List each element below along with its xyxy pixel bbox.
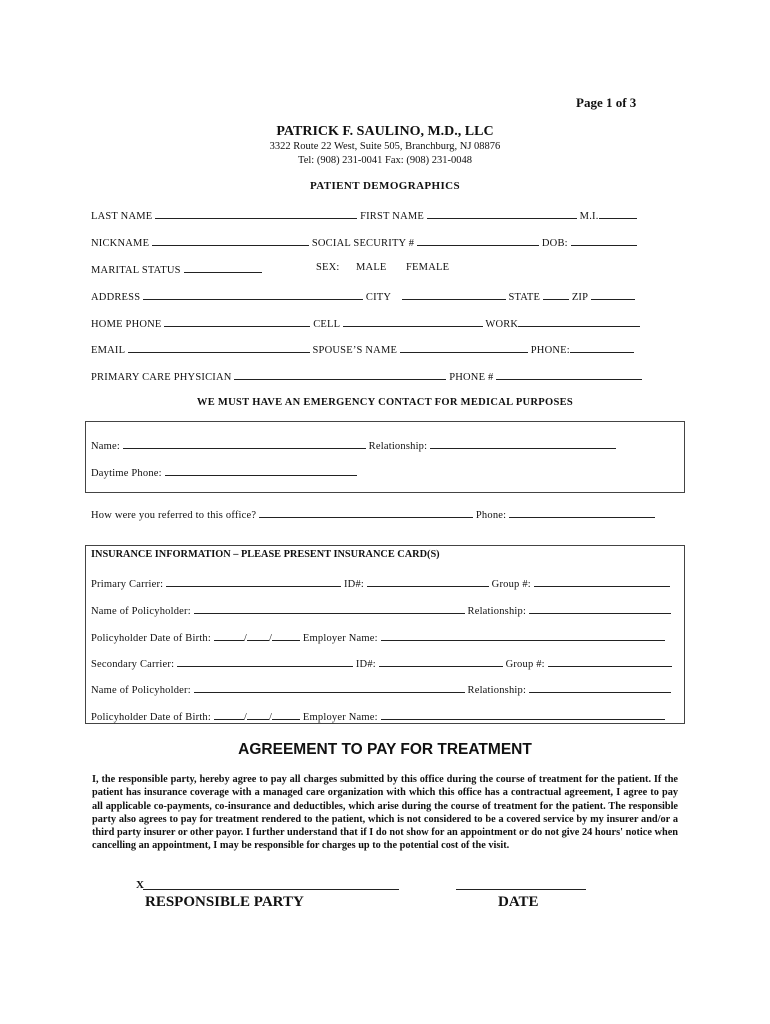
signature-line[interactable] xyxy=(143,879,399,890)
daytime-phone-row xyxy=(91,465,357,479)
last-name-row xyxy=(91,208,637,222)
date-line[interactable] xyxy=(456,879,586,890)
primary-policyholder-label: Name of Policyholder: xyxy=(91,606,191,617)
pcp-row xyxy=(91,369,642,383)
address-field[interactable] xyxy=(143,289,363,300)
nickname-field[interactable] xyxy=(152,235,309,246)
referral-phone-label: Phone: xyxy=(475,510,507,521)
responsible-party-label: RESPONSIBLE PARTY xyxy=(145,894,304,910)
email-label: EMAIL xyxy=(91,345,125,356)
secondary-policyholder-row xyxy=(91,682,671,696)
primary-dob-month[interactable] xyxy=(214,630,244,641)
emergency-notice: WE MUST HAVE AN EMERGENCY CONTACT FOR MEDICAL PURPOSES xyxy=(196,397,574,408)
emergency-name-label: Name: xyxy=(91,441,120,452)
practice-name: PATRICK F. SAULINO, M.D., LLC xyxy=(276,124,494,139)
sex-label: SEX: xyxy=(316,262,340,273)
pcp-label: PRIMARY CARE PHYSICIAN xyxy=(91,372,232,383)
home-phone-label: HOME PHONE xyxy=(91,319,162,330)
dob-slash: / xyxy=(268,633,273,644)
secondary-employer-label: Employer Name: xyxy=(302,712,378,723)
dob-slash: / xyxy=(268,712,273,723)
secondary-dob-year[interactable] xyxy=(272,709,300,720)
nickname-label: NICKNAME xyxy=(91,238,150,249)
mi-field[interactable] xyxy=(599,208,637,219)
primary-group-label: Group #: xyxy=(491,579,531,590)
insurance-title: INSURANCE INFORMATION – PLEASE PRESENT INSURANCE CARD(S) xyxy=(91,549,440,560)
primary-carrier-field[interactable] xyxy=(166,576,341,587)
secondary-group-label: Group #: xyxy=(505,659,545,670)
referral-row xyxy=(91,507,655,521)
agreement-text: I, the responsible party, hereby agree to pay all charges submitted by this office during the course of treatment for the patient. If the patient has insurance coverage with a managed care organization with which this office has a contractual agreement, I agree to pay all applicable co-payments, co-insurance and deductibles, which arise during the course of treatment for the patient. The responsible party also agrees to pay for treatment rendered to the patient, which is not considered to be a covered service by my insurer and/or a third party insurer or other payor. I further understand that if I do not show for an appointment or do not give 24 hours' notice when cancelling an appointment, I may be responsible for charges up to the potential cost of the visit. xyxy=(92,774,678,852)
primary-relationship-field[interactable] xyxy=(529,603,671,614)
referral-field[interactable] xyxy=(259,507,473,518)
primary-dob-day[interactable] xyxy=(247,630,269,641)
last-name-field[interactable] xyxy=(155,208,357,219)
emergency-relationship-field[interactable] xyxy=(430,438,616,449)
primary-policyholder-row xyxy=(91,603,671,617)
section-title: PATIENT DEMOGRAPHICS xyxy=(309,180,461,192)
insurance-box xyxy=(85,545,685,724)
spouse-phone-label: PHONE: xyxy=(530,345,570,356)
dob-slash: / xyxy=(243,633,247,644)
first-name-field[interactable] xyxy=(427,208,577,219)
sex-female-option[interactable]: FEMALE xyxy=(406,262,450,273)
last-name-label: LAST NAME xyxy=(91,211,153,222)
pcp-field[interactable] xyxy=(234,369,446,380)
daytime-phone-label: Daytime Phone: xyxy=(91,468,162,479)
agreement-title: AGREEMENT TO PAY FOR TREATMENT xyxy=(238,741,532,758)
primary-policyholder-field[interactable] xyxy=(194,603,465,614)
cell-field[interactable] xyxy=(343,316,483,327)
emergency-name-row xyxy=(91,438,616,452)
mi-label: M.I. xyxy=(579,211,599,222)
home-phone-field[interactable] xyxy=(164,316,310,327)
primary-id-label: ID#: xyxy=(343,579,365,590)
state-field[interactable] xyxy=(543,289,569,300)
primary-dob-row xyxy=(91,630,665,644)
secondary-id-label: ID#: xyxy=(355,659,376,670)
marital-field[interactable] xyxy=(184,262,262,273)
marital-label: MARITAL STATUS xyxy=(91,265,181,276)
ssn-label: SOCIAL SECURITY # xyxy=(311,238,415,249)
secondary-carrier-row xyxy=(91,656,672,670)
primary-carrier-label: Primary Carrier: xyxy=(91,579,164,590)
page-number: Page 1 of 3 xyxy=(576,95,637,110)
phones-row xyxy=(91,316,640,330)
work-label: WORK xyxy=(485,319,519,330)
primary-dob-label: Policyholder Date of Birth: xyxy=(91,633,212,644)
sex-male-option[interactable]: MALE xyxy=(356,262,387,273)
secondary-policyholder-field[interactable] xyxy=(194,682,465,693)
spouse-phone-field[interactable] xyxy=(570,342,634,353)
referral-phone-field[interactable] xyxy=(509,507,655,518)
email-row xyxy=(91,342,634,356)
spouse-label: SPOUSE’S NAME xyxy=(312,345,398,356)
email-field[interactable] xyxy=(128,342,310,353)
secondary-employer-field[interactable] xyxy=(381,709,665,720)
primary-carrier-row xyxy=(91,576,670,590)
practice-phone: Tel: (908) 231-0041 Fax: (908) 231-0048 xyxy=(298,155,472,166)
marital-row xyxy=(91,262,262,276)
primary-relationship-label: Relationship: xyxy=(467,606,527,617)
zip-field[interactable] xyxy=(591,289,635,300)
signature-x: X xyxy=(136,879,144,891)
dob-slash: / xyxy=(243,712,247,723)
secondary-dob-label: Policyholder Date of Birth: xyxy=(91,712,212,723)
primary-group-field[interactable] xyxy=(534,576,670,587)
dob-label: DOB: xyxy=(541,238,568,249)
emergency-contact-box xyxy=(85,421,685,493)
city-field[interactable] xyxy=(402,289,506,300)
city-label: CITY xyxy=(365,292,391,303)
spouse-field[interactable] xyxy=(400,342,528,353)
ssn-field[interactable] xyxy=(417,235,539,246)
date-label: DATE xyxy=(498,894,539,910)
secondary-dob-month[interactable] xyxy=(214,709,244,720)
referral-label: How were you referred to this office? xyxy=(91,510,257,521)
secondary-dob-row xyxy=(91,709,665,723)
address-label: ADDRESS xyxy=(91,292,141,303)
primary-id-field[interactable] xyxy=(367,576,489,587)
emergency-name-field[interactable] xyxy=(123,438,366,449)
secondary-group-field[interactable] xyxy=(548,656,672,667)
nickname-row xyxy=(91,235,637,249)
secondary-dob-day[interactable] xyxy=(247,709,269,720)
cell-label: CELL xyxy=(313,319,340,330)
primary-dob-year[interactable] xyxy=(272,630,300,641)
secondary-relationship-field[interactable] xyxy=(529,682,671,693)
practice-address: 3322 Route 22 West, Suite 505, Branchburg, NJ 08876 xyxy=(269,141,501,152)
secondary-policyholder-label: Name of Policyholder: xyxy=(91,685,191,696)
work-field[interactable] xyxy=(518,316,640,327)
secondary-carrier-label: Secondary Carrier: xyxy=(91,659,175,670)
zip-label: ZIP xyxy=(571,292,588,303)
pcp-phone-label: PHONE # xyxy=(449,372,494,383)
address-row xyxy=(91,289,635,303)
secondary-id-field[interactable] xyxy=(379,656,503,667)
secondary-carrier-field[interactable] xyxy=(177,656,353,667)
pcp-phone-field[interactable] xyxy=(496,369,642,380)
first-name-label: FIRST NAME xyxy=(360,211,425,222)
primary-employer-field[interactable] xyxy=(381,630,665,641)
secondary-relationship-label: Relationship: xyxy=(467,685,527,696)
dob-field[interactable] xyxy=(571,235,637,246)
emergency-relationship-label: Relationship: xyxy=(368,441,428,452)
daytime-phone-field[interactable] xyxy=(165,465,357,476)
state-label: STATE xyxy=(508,292,541,303)
primary-employer-label: Employer Name: xyxy=(302,633,378,644)
